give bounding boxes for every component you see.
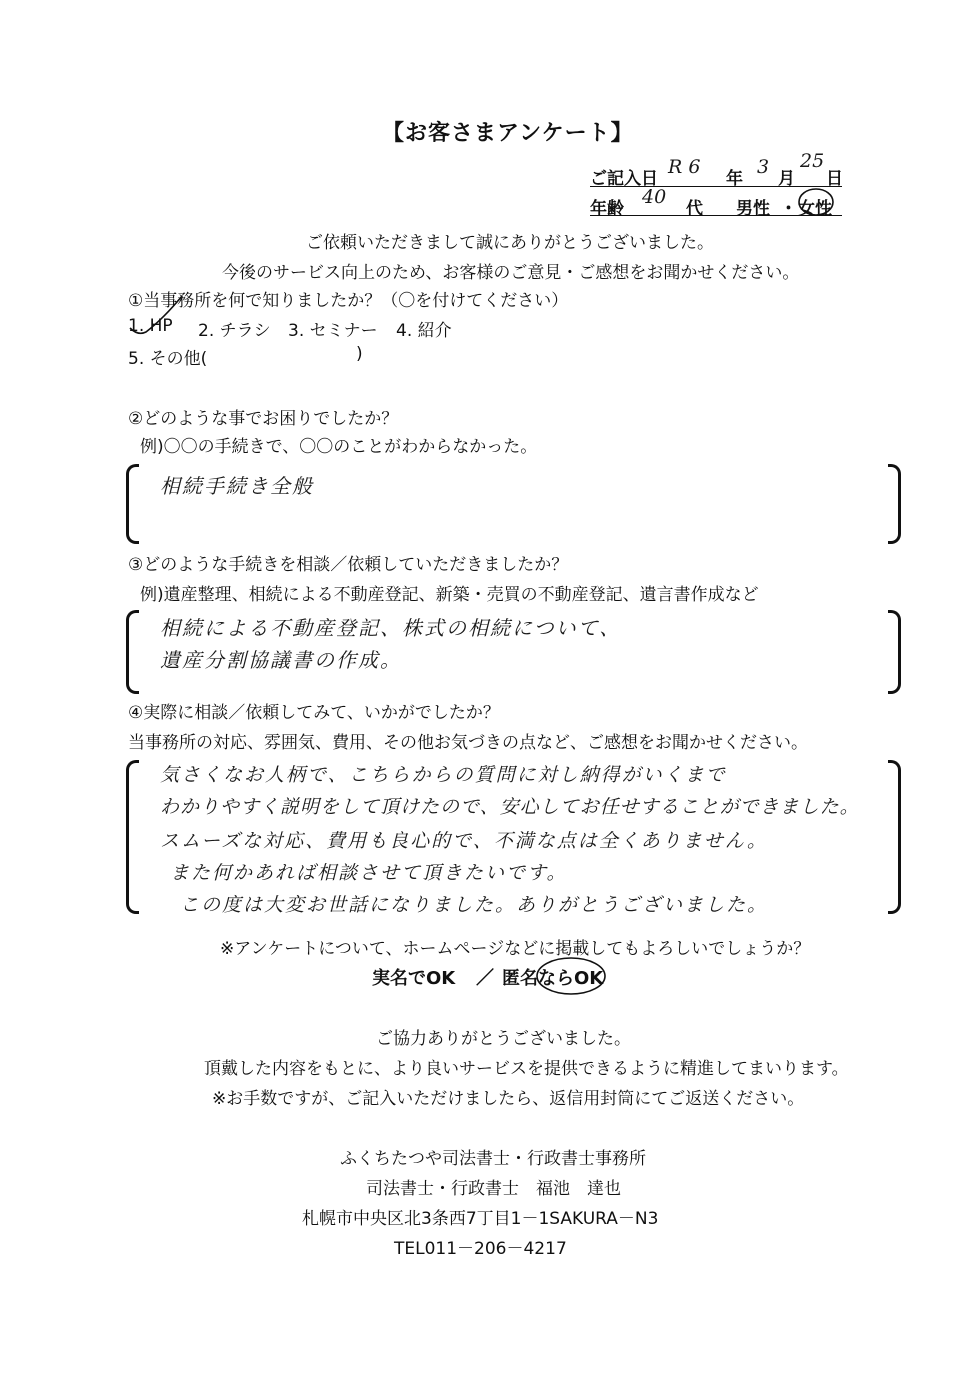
- q4-answer-line-3: スムーズな対応、費用も良心的で、不満な点は全くありません。: [160, 830, 768, 852]
- hp-check-mark: [124, 292, 190, 344]
- q1-option-other: 5. その他(: [128, 349, 208, 369]
- publish-option-real: 実名でOK: [372, 968, 456, 989]
- closing-line-2: 頂戴した内容をもとに、より良いサービスを提供できるように精進してまいります。: [204, 1059, 849, 1079]
- gender-separator: ・: [780, 199, 797, 219]
- page-title: 【お客さまアンケート】: [382, 121, 634, 146]
- q1-option-referral: 4. 紹介: [396, 321, 452, 341]
- intro-line-1: ご依頼いただきまして誠にありがとうございました。: [306, 233, 714, 253]
- q1-option-flyer: 2. チラシ: [198, 321, 271, 341]
- q3-example: 例)遺産整理、相続による不動産登記、新築・売買の不動産登記、遺言書作成など: [140, 585, 759, 605]
- age-suffix: 代: [686, 199, 703, 219]
- date-row: [590, 150, 843, 189]
- q4-prompt: 当事務所の対応、雰囲気、費用、その他お気づきの点など、ご感想をお聞かせください。: [128, 733, 808, 753]
- office-name: ふくちたつや司法書士・行政書士事務所: [340, 1149, 646, 1169]
- office-tel: TEL011－206－4217: [394, 1239, 567, 1259]
- intro-line-2: 今後のサービス向上のため、お客様のご意見・ご感想をお聞かせください。: [222, 263, 800, 283]
- q4-answer-line-5: この度は大変お世話になりました。ありがとうございました。: [180, 894, 769, 916]
- q2-bracket-left: [126, 464, 139, 544]
- q1-question: ①当事務所を何で知りましたか？（〇を付けてください）: [128, 291, 569, 311]
- q1-option-seminar: 3. セミナー: [288, 321, 378, 341]
- q2-example: 例)〇〇の手続きで、〇〇のことがわからなかった。: [140, 437, 538, 457]
- q2-question: ②どのような事でお困りでしたか？: [128, 409, 399, 429]
- day-value: 25: [800, 150, 825, 172]
- month-value: 3: [757, 156, 770, 178]
- q4-answer-line-1: 気さくなお人柄で、こちらからの質問に対し納得がいくまで: [160, 764, 727, 786]
- q3-question: ③どのような手続きを相談／依頼していただきましたか？: [128, 555, 569, 575]
- q2-bracket-right: [888, 464, 901, 544]
- publish-separator: ／: [476, 968, 494, 989]
- gender-male: 男性: [736, 199, 770, 219]
- q4-question: ④実際に相談／依頼してみて、いかがでしたか？: [128, 703, 500, 723]
- q4-answer-line-2: わかりやすく説明をして頂けたので、安心してお任せすることができました。: [160, 796, 860, 818]
- date-label: ご記入日: [590, 169, 658, 189]
- q4-bracket-left: [126, 760, 139, 914]
- q4-answer-line-4: また何かあれば相談させて頂きたいです。: [170, 862, 568, 884]
- q4-bracket-right: [888, 760, 901, 914]
- female-circle-mark: [796, 186, 836, 218]
- gender-female: 女性: [798, 199, 832, 219]
- office-address: 札幌市中央区北3条西7丁目1－1SAKURA－N3: [302, 1209, 659, 1229]
- anonymous-circle-mark: [534, 954, 608, 998]
- publish-question: ※アンケートについて、ホームページなどに掲載してもよろしいでしょうか？: [220, 939, 811, 959]
- office-person: 司法書士・行政書士 福池 達也: [366, 1179, 621, 1199]
- day-label: 日: [826, 169, 843, 189]
- closing-line-1: ご協力ありがとうございました。: [376, 1029, 631, 1049]
- year-label: 年: [726, 169, 743, 189]
- q3-answer-line-1: 相続による不動産登記、株式の相続について、: [160, 616, 622, 640]
- age-label: 年齢: [590, 199, 624, 219]
- closing-line-3: ※お手数ですが、ご記入いただけましたら、返信用封筒にてご返送ください。: [212, 1089, 805, 1109]
- publish-option-anonymous: 匿名ならOK: [502, 968, 604, 989]
- q1-option-other-close: ): [356, 344, 363, 364]
- q3-answer-line-2: 遺産分割協議書の作成。: [160, 648, 402, 672]
- age-value: 40: [642, 186, 667, 208]
- q1-option-hp: 1. HP: [128, 316, 173, 336]
- q3-bracket-left: [126, 610, 139, 694]
- era-value: R 6: [668, 156, 701, 178]
- q3-bracket-right: [888, 610, 901, 694]
- month-label: 月: [778, 169, 795, 189]
- q2-answer: 相続手続き全般: [160, 474, 314, 498]
